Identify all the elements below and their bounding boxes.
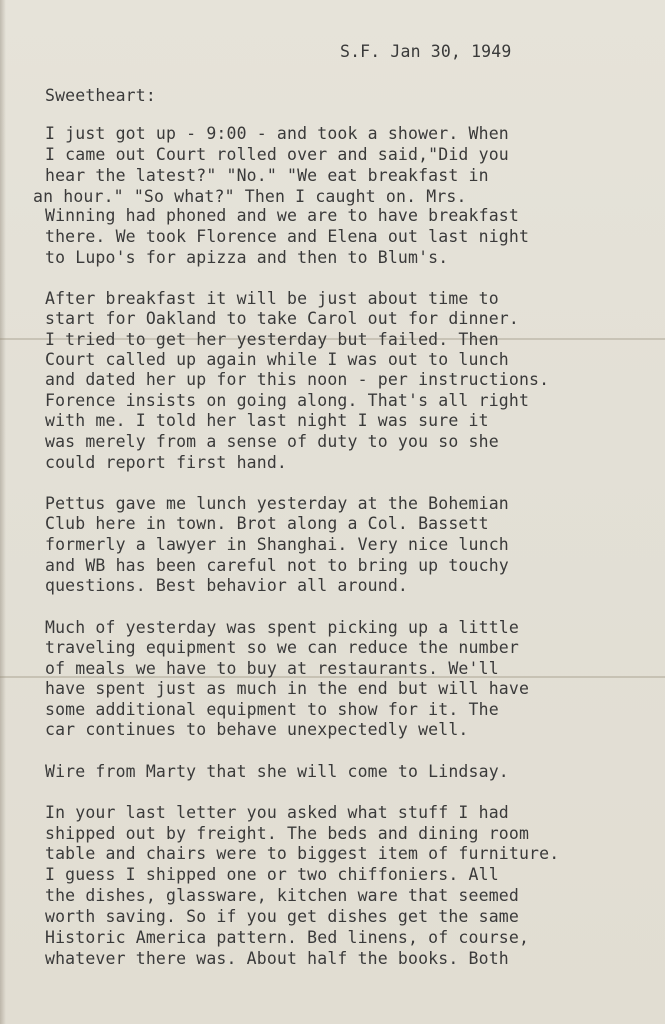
text-line: to Lupo's for apizza and then to Blum's. [45, 248, 449, 267]
text-line: start for Oakland to take Carol out for dinner. [45, 309, 519, 328]
text-line: there. We took Florence and Elena out last night [45, 227, 530, 246]
text-line: Winning had phoned and we are to have breakfast [45, 206, 519, 225]
text-line: traveling equipment so we can reduce the number [45, 638, 519, 657]
text-line: Pettus gave me lunch yesterday at the Bohemian [45, 494, 509, 513]
text-line: After breakfast it will be just about time to [45, 289, 499, 308]
text-line: I tried to get her yesterday but failed. Then [45, 330, 499, 349]
text-line: questions. Best behavior all around. [45, 576, 409, 595]
text-line: an hour." "So what?" Then I caught on. Mrs. [33, 187, 467, 206]
dateline: S.F. Jan 30, 1949 [340, 42, 512, 61]
text-line: and dated her up for this noon - per instructions. [45, 370, 550, 389]
text-line: Forence insists on going along. That's all right [45, 391, 530, 410]
paper-edge-shadow [0, 0, 6, 1024]
text-line: Club here in town. Brot along a Col. Bassett [45, 514, 489, 533]
text-line: could report first hand. [45, 453, 288, 472]
text-line: was merely from a sense of duty to you so she [45, 432, 499, 451]
text-line: shipped out by freight. The beds and dining room [45, 824, 530, 843]
text-line: I guess I shipped one or two chiffoniers. All [45, 865, 499, 884]
salutation: Sweetheart: [45, 86, 156, 105]
text-line: table and chairs were to biggest item of furniture. [45, 844, 560, 863]
text-line: worth saving. So if you get dishes get the same [45, 907, 519, 926]
text-line: with me. I told her last night I was sure it [45, 411, 489, 430]
text-line: Wire from Marty that she will come to Lindsay. [45, 762, 509, 781]
text-line: hear the latest?" "No." "We eat breakfast in [45, 166, 489, 185]
text-line: of meals we have to buy at restaurants. We'll [45, 659, 499, 678]
text-line: I just got up - 9:00 - and took a shower. When [45, 124, 509, 143]
text-line: have spent just as much in the end but will have [45, 679, 530, 698]
text-line: some additional equipment to show for it. The [45, 700, 499, 719]
text-line: I came out Court rolled over and said,"Did you [45, 145, 509, 164]
text-line: whatever there was. About half the books. Both [45, 949, 509, 968]
text-line: Much of yesterday was spent picking up a little [45, 618, 519, 637]
text-line: Historic America pattern. Bed linens, of course, [45, 928, 530, 947]
text-line: Court called up again while I was out to lunch [45, 350, 509, 369]
text-line: the dishes, glassware, kitchen ware that seemed [45, 886, 519, 905]
text-line: formerly a lawyer in Shanghai. Very nice lunch [45, 535, 509, 554]
text-line: and WB has been careful not to bring up touchy [45, 556, 509, 575]
text-line: car continues to behave unexpectedly well. [45, 720, 469, 739]
text-line: In your last letter you asked what stuff I had [45, 803, 509, 822]
